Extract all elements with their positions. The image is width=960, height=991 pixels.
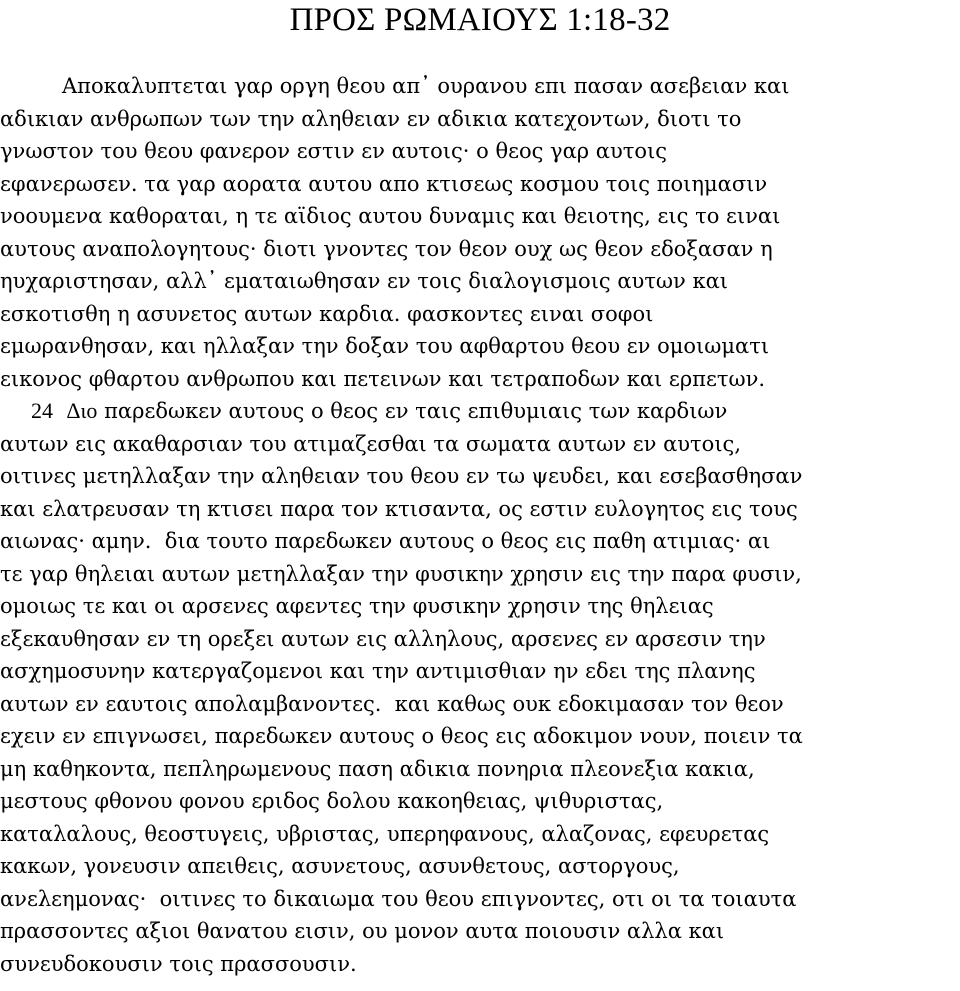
text-line: αυτων εν εαυτοις απολαμβανοντες. και καθως ουκ εδοκιμασαν τον θεον <box>0 691 784 716</box>
text-line: οιτινες μετηλλαξαν την αληθειαν του θεου εν τω ψευδει, και εσεβασθησαν <box>0 464 803 488</box>
text-line: αιωνας· αμην. δια τουτο παρεδωκεν αυτους ο θεος εις παθη ατιμιας· αι <box>0 529 771 553</box>
text-line: κακων, γονευσιν απειθεις, ασυνετους, ασυνθετους, αστοργους, <box>0 854 680 878</box>
text-line: πρασσοντες αξιοι θανατου εισιν, ου μονον αυτα ποιουσιν αλλα και <box>0 919 725 943</box>
text-line: ασχημοσυνην κατεργαζομενοι και την αντιμισθιαν ην εδει της πλανης <box>0 659 756 683</box>
verse-line <box>31 395 727 428</box>
text-line: ηυχαριστησαν, αλλ᾽ εματαιωθησαν εν τοις διαλογισμοις αυτων και <box>0 269 729 293</box>
text-line: μεστους φθονου φονου εριδος δολου κακοηθειας, ψιθυριστας, <box>0 789 664 813</box>
text-line: καταλαλους, θεοστυγεις, υβριστας, υπερηφανους, αλαζονας, εφευρετας <box>0 821 770 846</box>
verse-number: 24 <box>31 398 53 423</box>
text-line: νοουμενα καθοραται, η τε αϊδιος αυτου δυναμις και θειοτης, εις το ειναι <box>0 204 781 228</box>
text-line: εσκοτισθη η ασυνετος αυτων καρδια. φασκοντες ειναι σοφοι <box>0 301 654 326</box>
text-line: μη καθηκοντα, πεπληρωμενους παση αδικια πονηρια πλεονεξια κακια, <box>0 756 755 781</box>
text-line: γνωστον του θεου φανερον εστιν εν αυτοις· ο θεος γαρ αυτοις <box>0 139 668 163</box>
text-line: τε γαρ θηλειαι αυτων μετηλλαξαν την φυσικην χρησιν εις την παρα φυσιν, <box>0 561 802 586</box>
text-line: συνευδοκουσιν τοις πρασσουσιν. <box>0 951 357 976</box>
text-line: Αποκαλυπτεται γαρ οργη θεου απ᾽ ουρανου επι πασαν ασεβειαν και <box>62 74 790 98</box>
text-line: εικονος φθαρτου ανθρωπου και πετεινων και τετραποδων και ερπετων. <box>0 366 766 391</box>
text-line: παρεδωκεν αυτους ο θεος εν ταις επιθυμιαις των καρδιων <box>97 399 728 423</box>
text-line: αδικιαν ανθρωπων των την αληθειαν εν αδικια κατεχοντων, διοτι το <box>0 106 742 131</box>
text-line: αυτων εις ακαθαρσιαν του ατιμαζεσθαι τα σωματα αυτων εν αυτοις, <box>0 431 741 456</box>
verse-lead-word: Διο <box>66 398 98 423</box>
text-line: εφανερωσεν. τα γαρ αορατα αυτου απο κτισεως κοσμου τοις ποιημασιν <box>0 171 768 196</box>
text-line: ανελεημονας· οιτινες το δικαιωμα του θεου επιγνοντες, οτι οι τα τοιαυτα <box>0 886 797 911</box>
page-title: ΠΡΟΣ ΡΩΜΑΙΟΥΣ 1:18-32 <box>289 2 671 38</box>
text-line: και ελατρευσαν τη κτισει παρα τον κτισαντα, ος εστιν ευλογητος εις τους <box>0 496 798 521</box>
text-line: ομοιως τε και οι αρσενες αφεντες την φυσικην χρησιν της θηλειας <box>0 594 714 618</box>
text-line: εχειν εν επιγνωσει, παρεδωκεν αυτους ο θεος εις αδοκιμον νουν, ποιειν τα <box>0 724 803 748</box>
text-line: αυτους αναπολογητους· διοτι γνοντες τον θεον ουχ ως θεον εδοξασαν η <box>0 236 773 261</box>
text-line: εμωρανθησαν, και ηλλαξαν την δοξαν του αφθαρτου θεου εν ομοιωματι <box>0 334 770 358</box>
text-line: εξεκαυθησαν εν τη ορεξει αυτων εις αλληλους, αρσενες εν αρσεσιν την <box>0 626 766 651</box>
